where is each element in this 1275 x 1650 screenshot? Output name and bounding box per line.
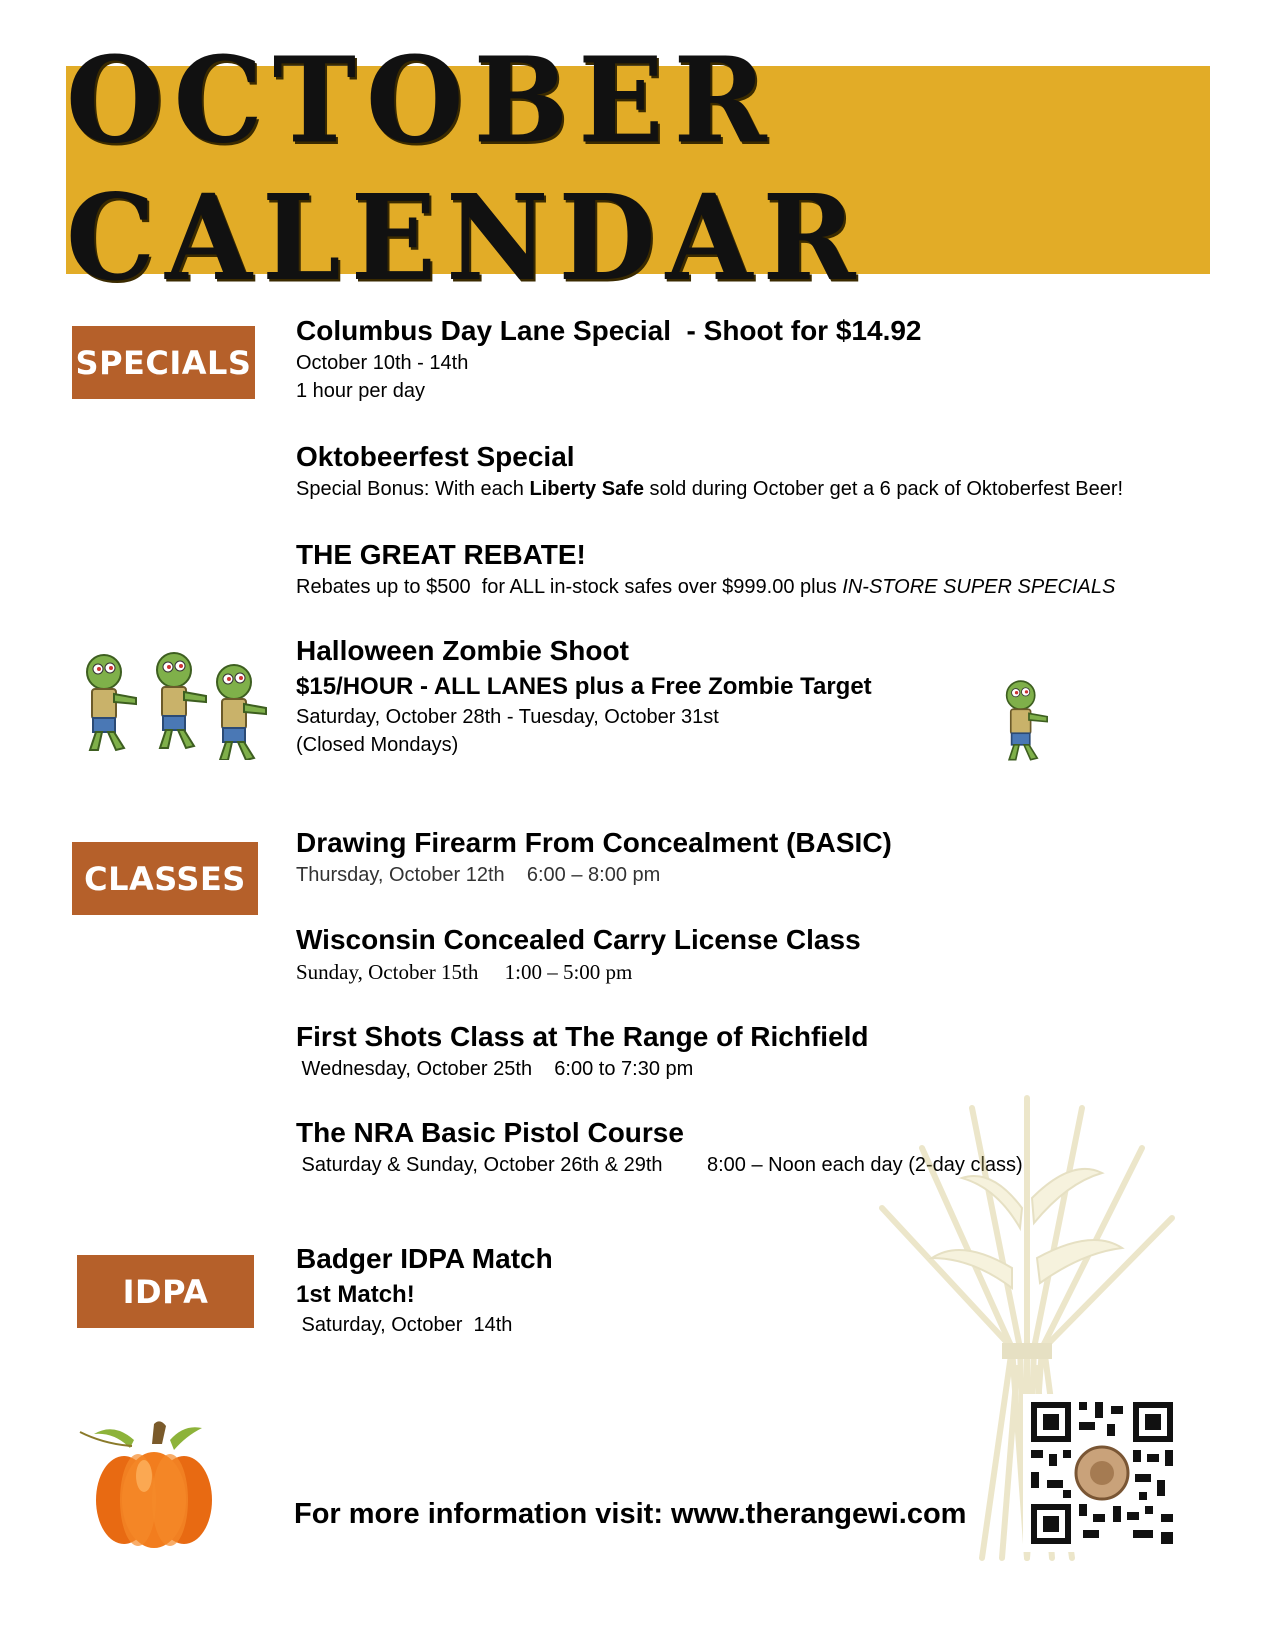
footer-info: For more information visit: www.therangewi.com xyxy=(294,1498,967,1530)
detail-text: Special Bonus: With each xyxy=(296,478,530,500)
event-title: Badger IDPA Match xyxy=(296,1243,553,1274)
detail-text: sold during October get a 6 pack of Oktoberfest Beer! xyxy=(643,478,1124,500)
event-rebate xyxy=(296,537,1115,601)
class-wisconsin-ccw xyxy=(296,922,861,986)
event-detail: (Closed Mondays) xyxy=(296,734,459,756)
event-detail xyxy=(296,573,1115,601)
event-detail: 1 hour per day xyxy=(296,380,425,402)
event-title: Columbus Day Lane Special - Shoot for $14.92 xyxy=(296,315,922,346)
class-drawing-firearm xyxy=(296,825,892,889)
section-tag-idpa: IDPA xyxy=(77,1255,254,1328)
zombie-icon xyxy=(994,677,1054,763)
event-title: THE GREAT REBATE! xyxy=(296,539,586,570)
detail-bold: Liberty Safe xyxy=(529,478,644,500)
event-date: Thursday, October 12th 6:00 – 8:00 pm xyxy=(296,864,661,886)
event-detail xyxy=(296,475,1123,503)
detail-italic: IN-STORE SUPER SPECIALS xyxy=(842,576,1116,598)
event-date: Saturday, October 28th - Tuesday, October 31st xyxy=(296,706,719,728)
detail-text: Rebates up to $500 for ALL in-stock safes over $999.00 plus xyxy=(296,576,843,598)
pumpkin-icon xyxy=(74,1414,234,1554)
event-title: Halloween Zombie Shoot xyxy=(296,635,629,666)
section-tag-classes: CLASSES xyxy=(72,842,258,915)
header-banner xyxy=(66,32,1210,308)
event-title: Drawing Firearm From Concealment (BASIC) xyxy=(296,827,892,858)
event-oktoberfest xyxy=(296,439,1123,503)
section-tag-specials: SPECIALS xyxy=(72,326,255,399)
event-date: Wednesday, October 25th 6:00 to 7:30 pm xyxy=(296,1058,694,1080)
event-title: The NRA Basic Pistol Course xyxy=(296,1117,684,1148)
event-title: Wisconsin Concealed Carry License Class xyxy=(296,924,861,955)
idpa-badger-match xyxy=(296,1241,553,1339)
event-date: Saturday, October 14th xyxy=(296,1314,513,1336)
event-date: Saturday & Sunday, October 26th & 29th 8:00 – Noon each day (2-day class) xyxy=(296,1154,1023,1176)
class-first-shots xyxy=(296,1019,869,1083)
qr-code-icon xyxy=(1023,1394,1181,1552)
page-title: OCTOBER CALENDAR xyxy=(66,32,866,308)
zombie-group-icon xyxy=(78,648,268,760)
event-subtitle: 1st Match! xyxy=(296,1281,415,1308)
event-subtitle: $15/HOUR - ALL LANES plus a Free Zombie Target xyxy=(296,673,872,700)
event-title: Oktobeerfest Special xyxy=(296,441,575,472)
event-date: October 10th - 14th xyxy=(296,352,469,374)
event-title: First Shots Class at The Range of Richfield xyxy=(296,1021,869,1052)
event-zombie-shoot xyxy=(296,633,872,759)
event-columbus-day xyxy=(296,313,922,405)
event-date: Sunday, October 15th 1:00 – 5:00 pm xyxy=(296,960,633,984)
